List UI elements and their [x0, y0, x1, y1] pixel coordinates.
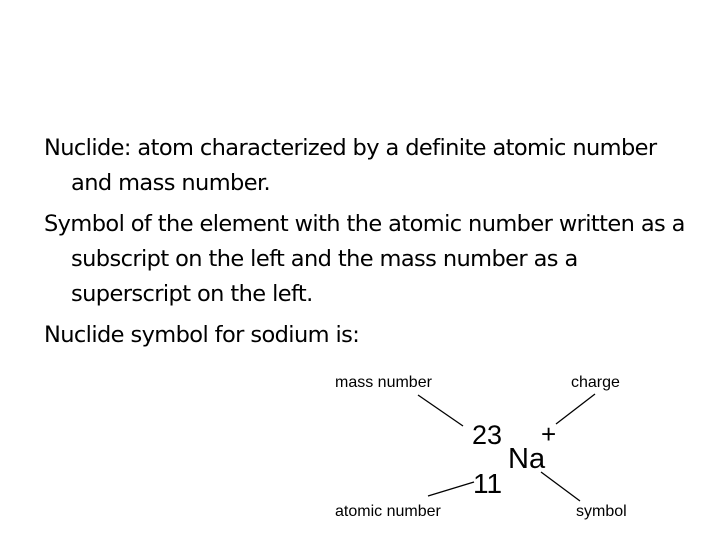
bullet-sodium-example: Nuclide symbol for sodium is: — [44, 322, 360, 348]
mass-number-pointer — [418, 395, 463, 426]
atomic-number-label: atomic number — [335, 503, 441, 520]
atomic-number-value: 11 — [473, 468, 503, 499]
symbol-pointer — [541, 472, 580, 501]
mass-number-value: 23 — [472, 420, 503, 450]
bullet-symbol-notation: Symbol of the element with the atomic number written as a subscript on the left and the mass number as a superscript on the left. — [44, 211, 685, 307]
charge-label: charge — [571, 374, 620, 391]
charge-value: + — [541, 419, 557, 449]
bullet-nuclide-definition: Nuclide: atom characterized by a definite atomic number and mass number. — [44, 135, 657, 196]
element-symbol: Na — [508, 443, 546, 475]
charge-pointer — [556, 394, 595, 424]
mass-number-label: mass number — [335, 374, 432, 391]
symbol-label: symbol — [576, 503, 627, 520]
atomic-number-pointer — [428, 482, 474, 496]
